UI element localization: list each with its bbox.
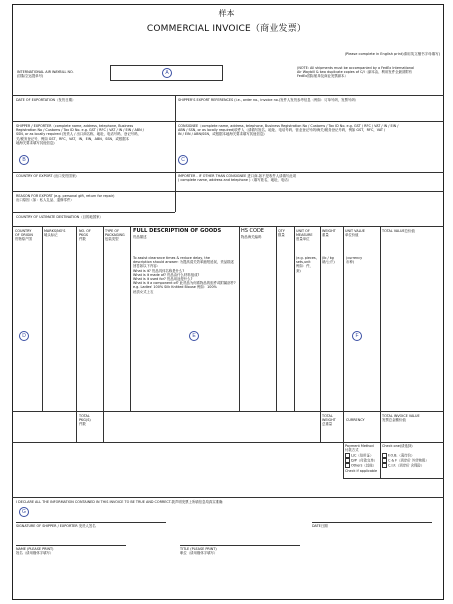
name-line[interactable] — [16, 545, 126, 546]
awb-note: (NOTE: All shipments must be accompanied by a FedEx International Air Waybill & two duplicate copies of C/I（副本由、利用发件全最须附有 FedEx国际航单及商业发票副本） — [297, 66, 414, 79]
signature-label: SIGNATURE OF SHIPPER / EXPORTER 发货人签名 — [16, 524, 96, 528]
country-of-destination: COUNTRY OF ULTIMATE DESTINATION（目的地国家） — [16, 215, 103, 219]
declaration: I DECLARE ALL THE INFORMATION CONTAINED IN THIS INVOICE TO BE TRUE AND CORRECT.我声明发票上所填信息均真实准确 — [16, 500, 223, 504]
marker-a: A — [162, 68, 172, 78]
marker-e: E — [189, 331, 199, 341]
shipper-export-references: SHIPPER'S EXPORT REFERENCES (i.e., order no., invoice no.)发件人发货参考信息（例如：订单号码，发票号码） — [178, 98, 359, 102]
shipper-exporter: SHIPPER / EXPORTER（complete name, address, telephone, Business Registration No / Customs / Tax ID No. e.g. GST / RFC / VAT / IN / EIN / ABN / SSN, or as locally required (发货人 / 出口商名称，地址，电话号码，登记号码， 关/税务登记号，例如 GST，RFC，VAT，IN，EIN，ABN，SSN，或根据本 地海关要求填写其他信息) — [16, 124, 144, 145]
check-if-applicable: Check if applicable — [345, 469, 378, 473]
col-total-value: TOTAL VALUE总价值 — [382, 229, 415, 233]
payment-option-others[interactable]: Others（其他） — [345, 463, 376, 468]
col-type-of-packaging: TYPE OF PACKAGING 包装类型 — [105, 229, 125, 242]
weight-help: (lb / kg 磅/公斤) — [322, 256, 335, 265]
title-line[interactable] — [180, 545, 300, 546]
col-weight: WEIGHT 重量 — [322, 229, 336, 238]
date-label: DATE日期 — [312, 524, 328, 528]
total-invoice-value: TOTAL INVOICE VALUE 发票总金额价值 — [382, 414, 420, 423]
total-weight: TOTAL WEIGHT 总重量 — [322, 414, 336, 427]
consignee: CONSIGNEE（complete name, address, telephone, Business Registration No / Customs / Tax ID No. e.g. GST / RFC / VAT / IN / EIN / ABN / SSN, or as locally required)收件人（请填写姓名、地址、电话号码、营业登记号码/海关/税务登记号码，例如 GST，RFC，VAT / IN / EIN / ABN/SSN，或根据本地海关要求填写其他信息) — [178, 124, 399, 137]
sample-title: 样本 — [218, 9, 235, 18]
term-fob[interactable]: F.O.B.（离岸价） — [382, 453, 414, 458]
col-country-of-origin: COUNTRY OF ORIGIN 货物原产国 — [15, 229, 33, 242]
col-qty: QTY 数量 — [278, 229, 285, 238]
payment-method-title: Payment Method 付款方式 — [345, 444, 374, 453]
term-cif[interactable]: C.I.F.（到岸价 含保险） — [382, 463, 424, 468]
col-hs-code: HS CODE — [241, 228, 264, 234]
currency-label: CURRENCY — [346, 418, 365, 422]
marker-c: C — [178, 155, 188, 165]
unit-help: (e.g. pieces, sets,unit 例如：件， 套) — [296, 256, 317, 273]
total-pkgs: TOTAL PKG(S) 件数 — [79, 414, 91, 427]
country-of-export: COUNTRY OF EXPORT (出口发货国家) — [16, 174, 77, 178]
reason-for-export: REASON FOR EXPORT (e.g. personal gift, return for repair) 出口原因（如：私人礼品、退修零件） — [16, 194, 115, 203]
marker-d: D — [19, 331, 29, 341]
currency-help: (currency 币种) — [346, 256, 363, 265]
english-print-note: (Please complete in English print)请用英文楷书字母填写) — [344, 52, 440, 56]
check-one-title: Check one(请选择) — [382, 444, 413, 448]
col-unit-value: UNIT VALUE 单位价值 — [345, 229, 365, 238]
term-cf[interactable]: C & F（到岸价 外货物保） — [382, 458, 429, 463]
payment-option-dp[interactable]: D/P（付款交单） — [345, 458, 377, 463]
payment-option-lc[interactable]: L/C（信用证） — [345, 453, 373, 458]
page-title: COMMERCIAL INVOICE（商业发票） — [146, 24, 307, 34]
importer: IMPORTER - IF OTHER THAN CONSIGNEE 进口商-如不是收件人请填写此项 ( complete name, address and telephone )（填写姓名，地址，电话） — [178, 174, 297, 183]
name-label: NAME (PLEASE PRINT) 姓名（请用楷体字填写） — [16, 547, 54, 556]
marker-f: F — [352, 331, 362, 341]
awb-label: INTERNATIONAL AIR WAYBILL NO. (国际空运提单号) — [17, 70, 74, 79]
col-no-of-pkgs: NO. OF PKGS 件数 — [79, 229, 91, 242]
marker-b: B — [19, 155, 29, 165]
col-unit-of-measure: UNIT OF MEASURE 度量单位 — [296, 229, 313, 242]
col-description-cn: 货品描述 — [133, 235, 147, 239]
marker-g: G — [19, 507, 29, 517]
col-hs-code-cn: 物品海关编码 — [241, 235, 262, 239]
col-marks: MARKS/NO'S 唛头标记 — [44, 229, 66, 238]
title-label: TITLE (PLEASE PRINT) 职位（请用楷体字填写） — [180, 547, 218, 556]
signature-line[interactable] — [16, 522, 166, 523]
description-help: To assist clearance times & reduce delay, the description should answer: 为提高清关效率缩短延误，货品描述回答如以下内容: What is it? 货品具体名称是什么? What is it made of? 货品由什么材料组成? What is it used for? 货品用途是什么? What is it a component of? 此货品为何系物品的组件或附属部件? e.g. Ladies' 100% Silk Knitted Blouse 例如：100% 丝质女式上衣 — [133, 256, 236, 294]
date-of-exportation: DATE OF EXPORTATION（发货日期） — [16, 98, 76, 102]
date-line[interactable] — [312, 522, 432, 523]
col-description: FULL DESCRIPTION OF GOODS — [133, 228, 222, 234]
